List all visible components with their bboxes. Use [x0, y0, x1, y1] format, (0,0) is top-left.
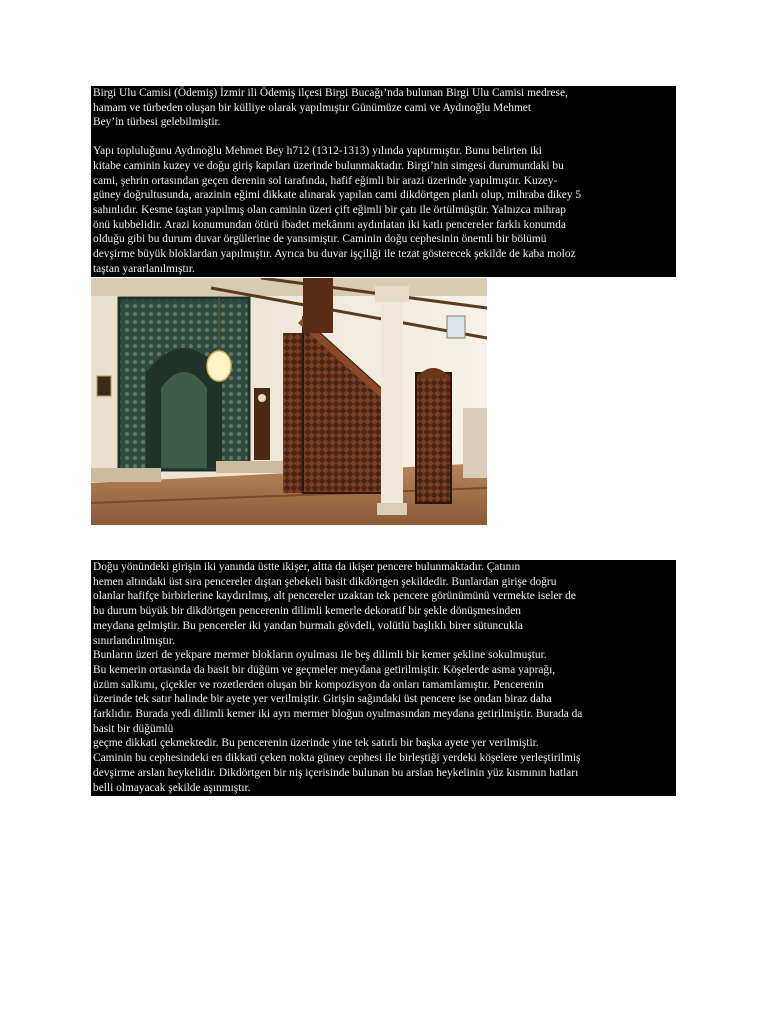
intro-text-block — [91, 86, 676, 277]
paragraph-facade: Doğu yönündeki girişin iki yanında üstte ikişer, altta da ikişer pencere bulunmaktadır. Çatının hemen altındaki üst sıra pencereler dıştan şebekeli basit dikdörtgen şekildedir. Bunlardan girişe doğru olanlar hafifçe birbirlerine kaydırılmış, alt pencereler uzaktan tek pencere görünümünü vermekte iseler de bu durum büyük bir dikdörtgen pencerenin dilimli kemerle dekoratif bir şekle dönüşmesinden meydana gelmiştir. Bu pencereler iki yandan burmalı gövdeli, volütlü başlıklı birer sütuncukla sınırlandırılmıştır. Bunların üzeri de yekpare mermer blokların oyulması ile beş dilimli bir kemer şekline sokulmuştur. Bu kemerin ortasında da basit bir düğüm ve geçmeler meydana getirilmiştir. Köşelerde asma yaprağı, üzüm salkımı, çiçekler ve rozetlerden oluşan bir kompozisyon da onları tamamlamıştır. Pencerenin üzerinde tek satır halinde bir ayete yer verilmiştir. Girişin sağındaki üst pencere ise ondan biraz daha farklıdır. Burada yedi dilimli kemer iki ayrı mermer bloğun oyulmasından meydana getirilmiştir. Burada da basit bir düğümlü geçme dikkati çekmektedir. Bu pencerenin üzerinde yine tek satırlı bir başka ayete yer verilmiştir. Caminin bu cephesindeki en dikkati çeken nokta güney cephesi ile birleştiği yerdeki köşelere yerleştirilmiş devşirme arslan heykelidir. Dikdörtgen bir niş içerisinde bulunan bu arslan heykelinin yüz kısmının hatları belli olmayacak şekilde aşınmıştır. — [93, 561, 583, 794]
mosque-interior-photo — [91, 278, 487, 525]
paragraph-history: Yapı topluluğunu Aydınoğlu Mehmet Bey h712 (1312-1313) yılında yaptırmıştır. Bunu belirten iki kitabe caminin kuzey ve doğu giriş kapıları üzerinde bulunmaktadır. Birgi’nin simgesi durumundaki bu cami, şehrin ortasından geçen derenin sol tarafında, hafif eğimli bir arazi üzerinde yapılmıştır. Kuzey- güney doğrultusunda, arazinin eğimi dikkate alınarak yapılan cami dikdörtgen planlı olup, mihraba dikey 5 sahınlıdır. Kesme taştan yapılmış olan caminin üzeri çift eğimli bir çatı ile örtülmüştür. Yalnızca mihrap önü kubbelidir. Arazi konumundan ötürü ibadet mekânını aydınlatan iki katlı pencereler farklı konumda olduğu gibi bu durum duvar örgülerine de yansımıştır. Caminin doğu cephesinin önemli bir bölümü devşirme büyük bloklardan yapılmıştır. Ayrıca bu duvar işçiliği ile tezat gösterecek şekilde de kaba moloz taştan yararlanılmıştır. — [93, 145, 582, 275]
paragraph-intro: Birgi Ulu Camisi (Ödemiş) İzmir ili Ödemiş ilçesi Birgi Bucağı’nda bulunan Birgi Ulu Camisi medrese, hamam ve türbeden oluşan bir külliye olarak yapılmıştır Günümüze cami ve Aydınoğlu Mehmet Bey’in türbesi gelebilmiştir. — [93, 87, 568, 129]
facade-text-block — [91, 560, 676, 796]
